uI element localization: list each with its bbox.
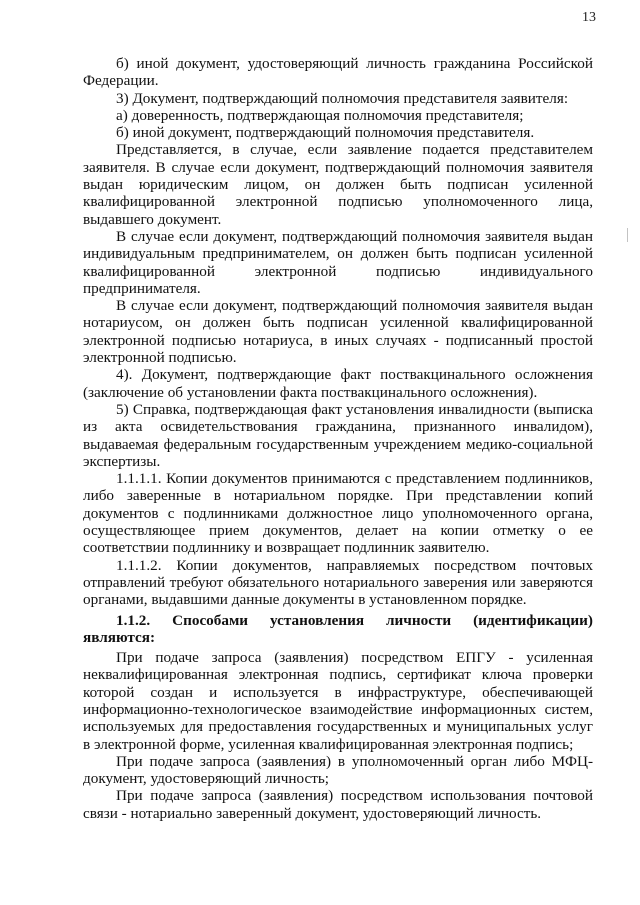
page-number: 13 [582,10,596,25]
paragraph-6: В случае если документ, подтверждающий полномочия заявителя выдан индивидуальным предпринимателем, он должен быть подписан усиленной квалифицированной электронной подписью индивидуального предпринимателя. [83,227,593,297]
section-heading: 1.1.2. Способами установления личности (идентификации) являются: [83,611,593,646]
paragraph-7: В случае если документ, подтверждающий полномочия заявителя выдан нотариусом, он должен быть подписан усиленной квалифицированной электронной подписью нотариуса, в иных случаях - подписанный простой электронной подписью. [83,297,593,367]
paragraph-4: б) иной документ, подтверждающий полномочия представителя. [116,124,535,142]
paragraph-5: Представляется, в случае, если заявление подается представителем заявителя. В случае если документ, подтверждающий полномочия заявителя выдан юридическим лицом, он должен быть подписан усиленной квалифицированной электронной подписью уполномоченного лица, выдавшего документ. [83,141,593,228]
paragraph-13: При подаче запроса (заявления) посредством ЕПГУ - усиленная неквалифицированная электронная подпись, сертификат ключа проверки которой создан и используется в инфраструктуре, обеспечивающей информационно-технологическое взаимодействие информационных систем, используемых для предоставления государственных и муниципальных услуг в электронной форме, усиленная квалифицированная электронная подпись; [83,649,593,753]
paragraph-2: 3) Документ, подтверждающий полномочия представителя заявителя: [116,89,569,107]
document-body [83,55,593,822]
paragraph-15: При подаче запроса (заявления) посредством использования почтовой связи - нотариально заверенный документ, удостоверяющий личность. [83,787,593,822]
scan-edge-mark [627,228,632,242]
paragraph-10: 1.1.1.1. Копии документов принимаются с представлением подлинников, либо заверенные в нотариальном порядке. При представлении копий документов с подлинниками должностное лицо уполномоченного органа, осуществляющее прием документов, делает на копии отметку о ее соответствии подлиннику и возвращает подлинник заявителю. [83,470,593,557]
paragraph-8: 4). Документ, подтверждающие факт поствакцинального осложнения (заключение об установлении факта поствакцинального осложнения). [83,366,593,401]
paragraph-9: 5) Справка, подтверждающая факт установления инвалидности (выписка из акта освидетельствования гражданина, признанного инвалидом), выдаваемая федеральным государственным учреждением медико-социальной экспертизы. [83,400,593,470]
paragraph-3: а) доверенность, подтверждающая полномочия представителя; [116,106,524,124]
paragraph-14: При подаче запроса (заявления) в уполномоченный орган либо МФЦ- документ, удостоверяющий личность; [83,752,593,788]
paragraph-1: б) иной документ, удостоверяющий личность гражданина Российской Федерации. [83,55,593,90]
paragraph-11: 1.1.1.2. Копии документов, направляемых посредством почтовых отправлений требуют обязательного нотариального заверения или заверяются органами, выдавшими данные документы в установленном порядке. [83,556,593,609]
